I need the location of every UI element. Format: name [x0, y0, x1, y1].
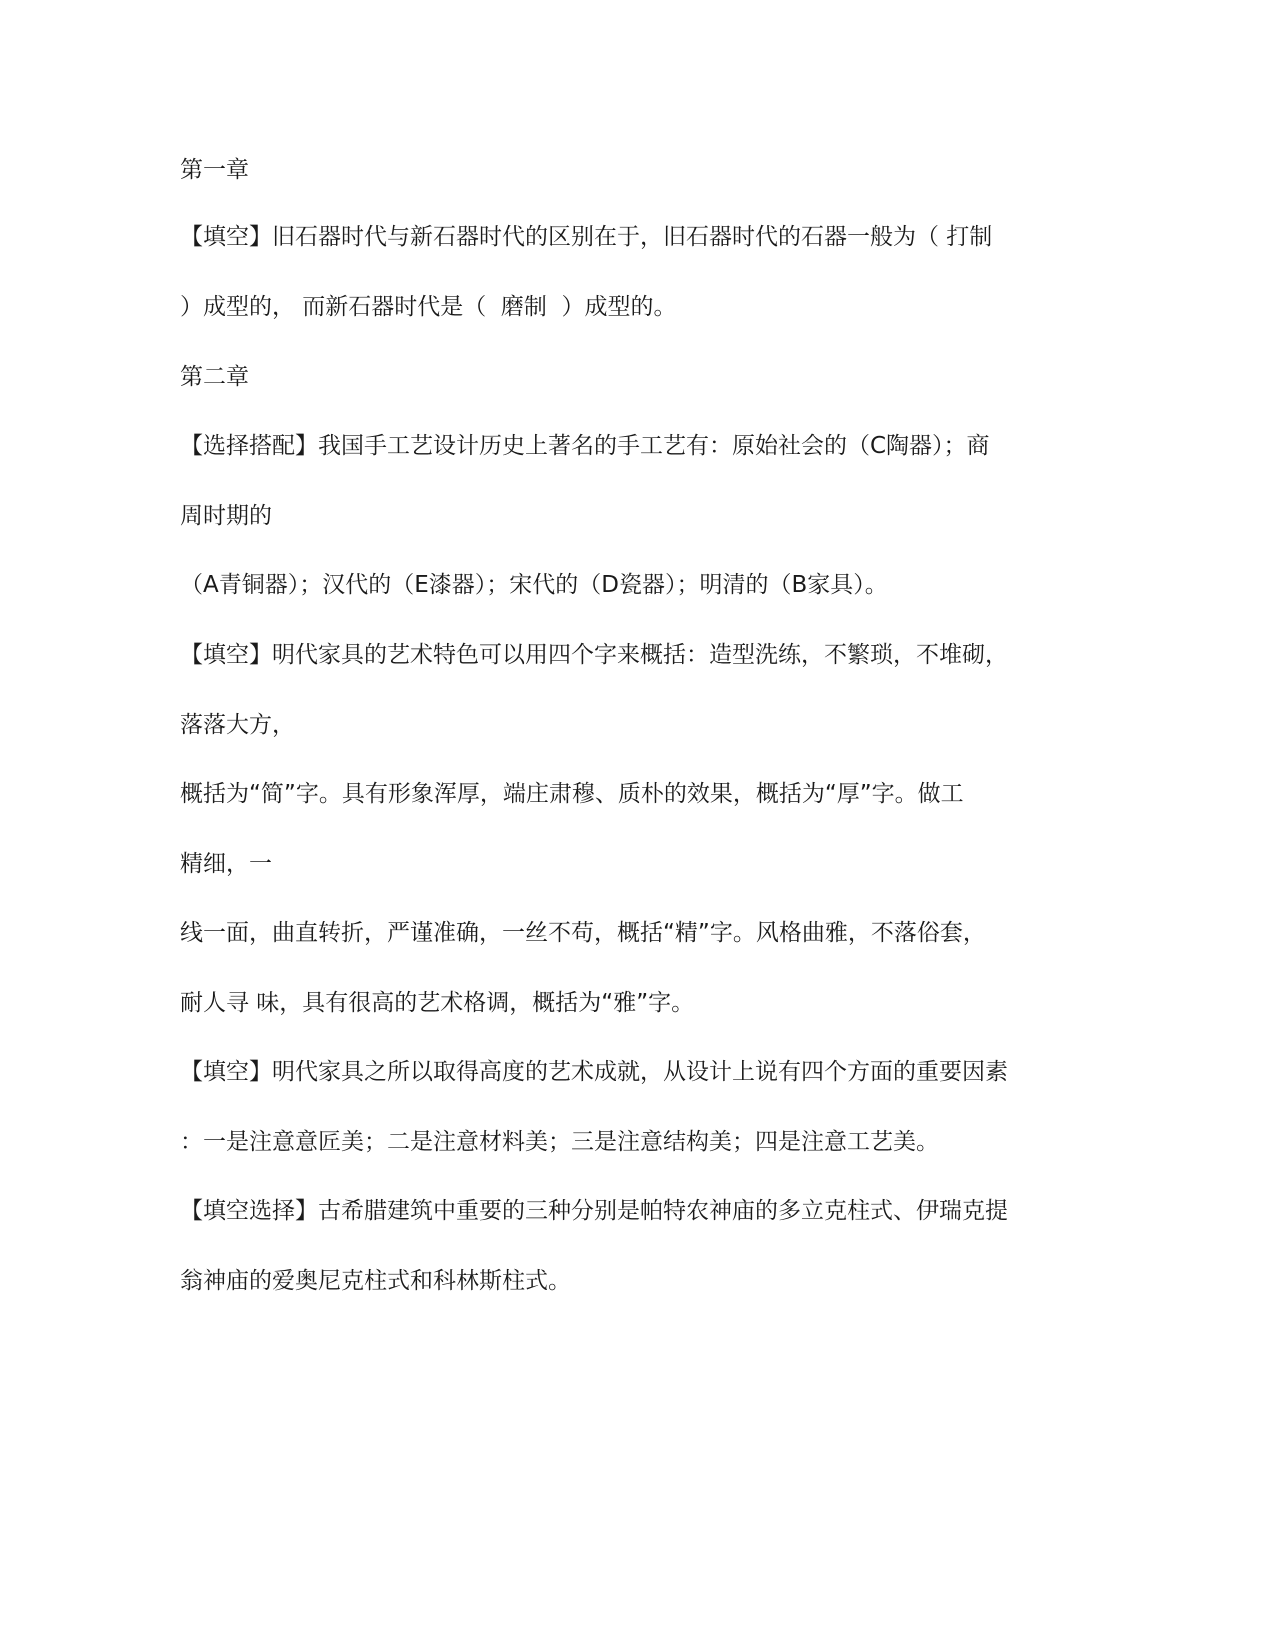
text-line: ：一是注意意匠美；二是注意材料美；三是注意结构美；四是注意工艺美。	[180, 1129, 939, 1155]
text-line: 线一面，曲直转折，严谨准确，一丝不苟，概括“精”字。风格曲雅，不落俗套，	[180, 920, 986, 946]
text-line: 翁神庙的爱奥尼克柱式和科林斯柱式。	[180, 1268, 571, 1294]
text-line: 周时期的	[180, 503, 272, 529]
text-line: 概括为“简”字。具有形象浑厚，端庄肃穆、质朴的效果，概括为“厚”字。做工	[180, 781, 964, 807]
chapter-heading: 第一章	[180, 157, 249, 183]
text-line: 精细，一	[180, 851, 272, 877]
text-line: 落落大方，	[180, 712, 295, 738]
text-line: 【填空】旧石器时代与新石器时代的区别在于，旧石器时代的石器一般为（ 打制	[180, 224, 993, 250]
text-line: 耐人寻 味，具有很高的艺术格调，概括为“雅”字。	[180, 990, 695, 1016]
text-line: ）成型的， 而新石器时代是（ 磨制 ）成型的。	[180, 294, 677, 320]
text-line: 【填空选择】古希腊建筑中重要的三种分别是帕特农神庙的多立克柱式、伊瑞克提	[180, 1198, 1008, 1224]
chapter-heading: 第二章	[180, 364, 249, 390]
text-line: （A青铜器）；汉代的（E漆器）；宋代的（D瓷器）；明清的（B家具）。	[180, 572, 888, 598]
text-line: 【填空】明代家具之所以取得高度的艺术成就，从设计上说有四个方面的重要因素	[180, 1059, 1008, 1085]
text-line: 【选择搭配】我国手工艺设计历史上著名的手工艺有：原始社会的（C陶器）；商	[180, 433, 990, 459]
text-line: 【填空】明代家具的艺术特色可以用四个字来概括：造型洗练，不繁琐，不堆砌，	[180, 642, 1008, 668]
